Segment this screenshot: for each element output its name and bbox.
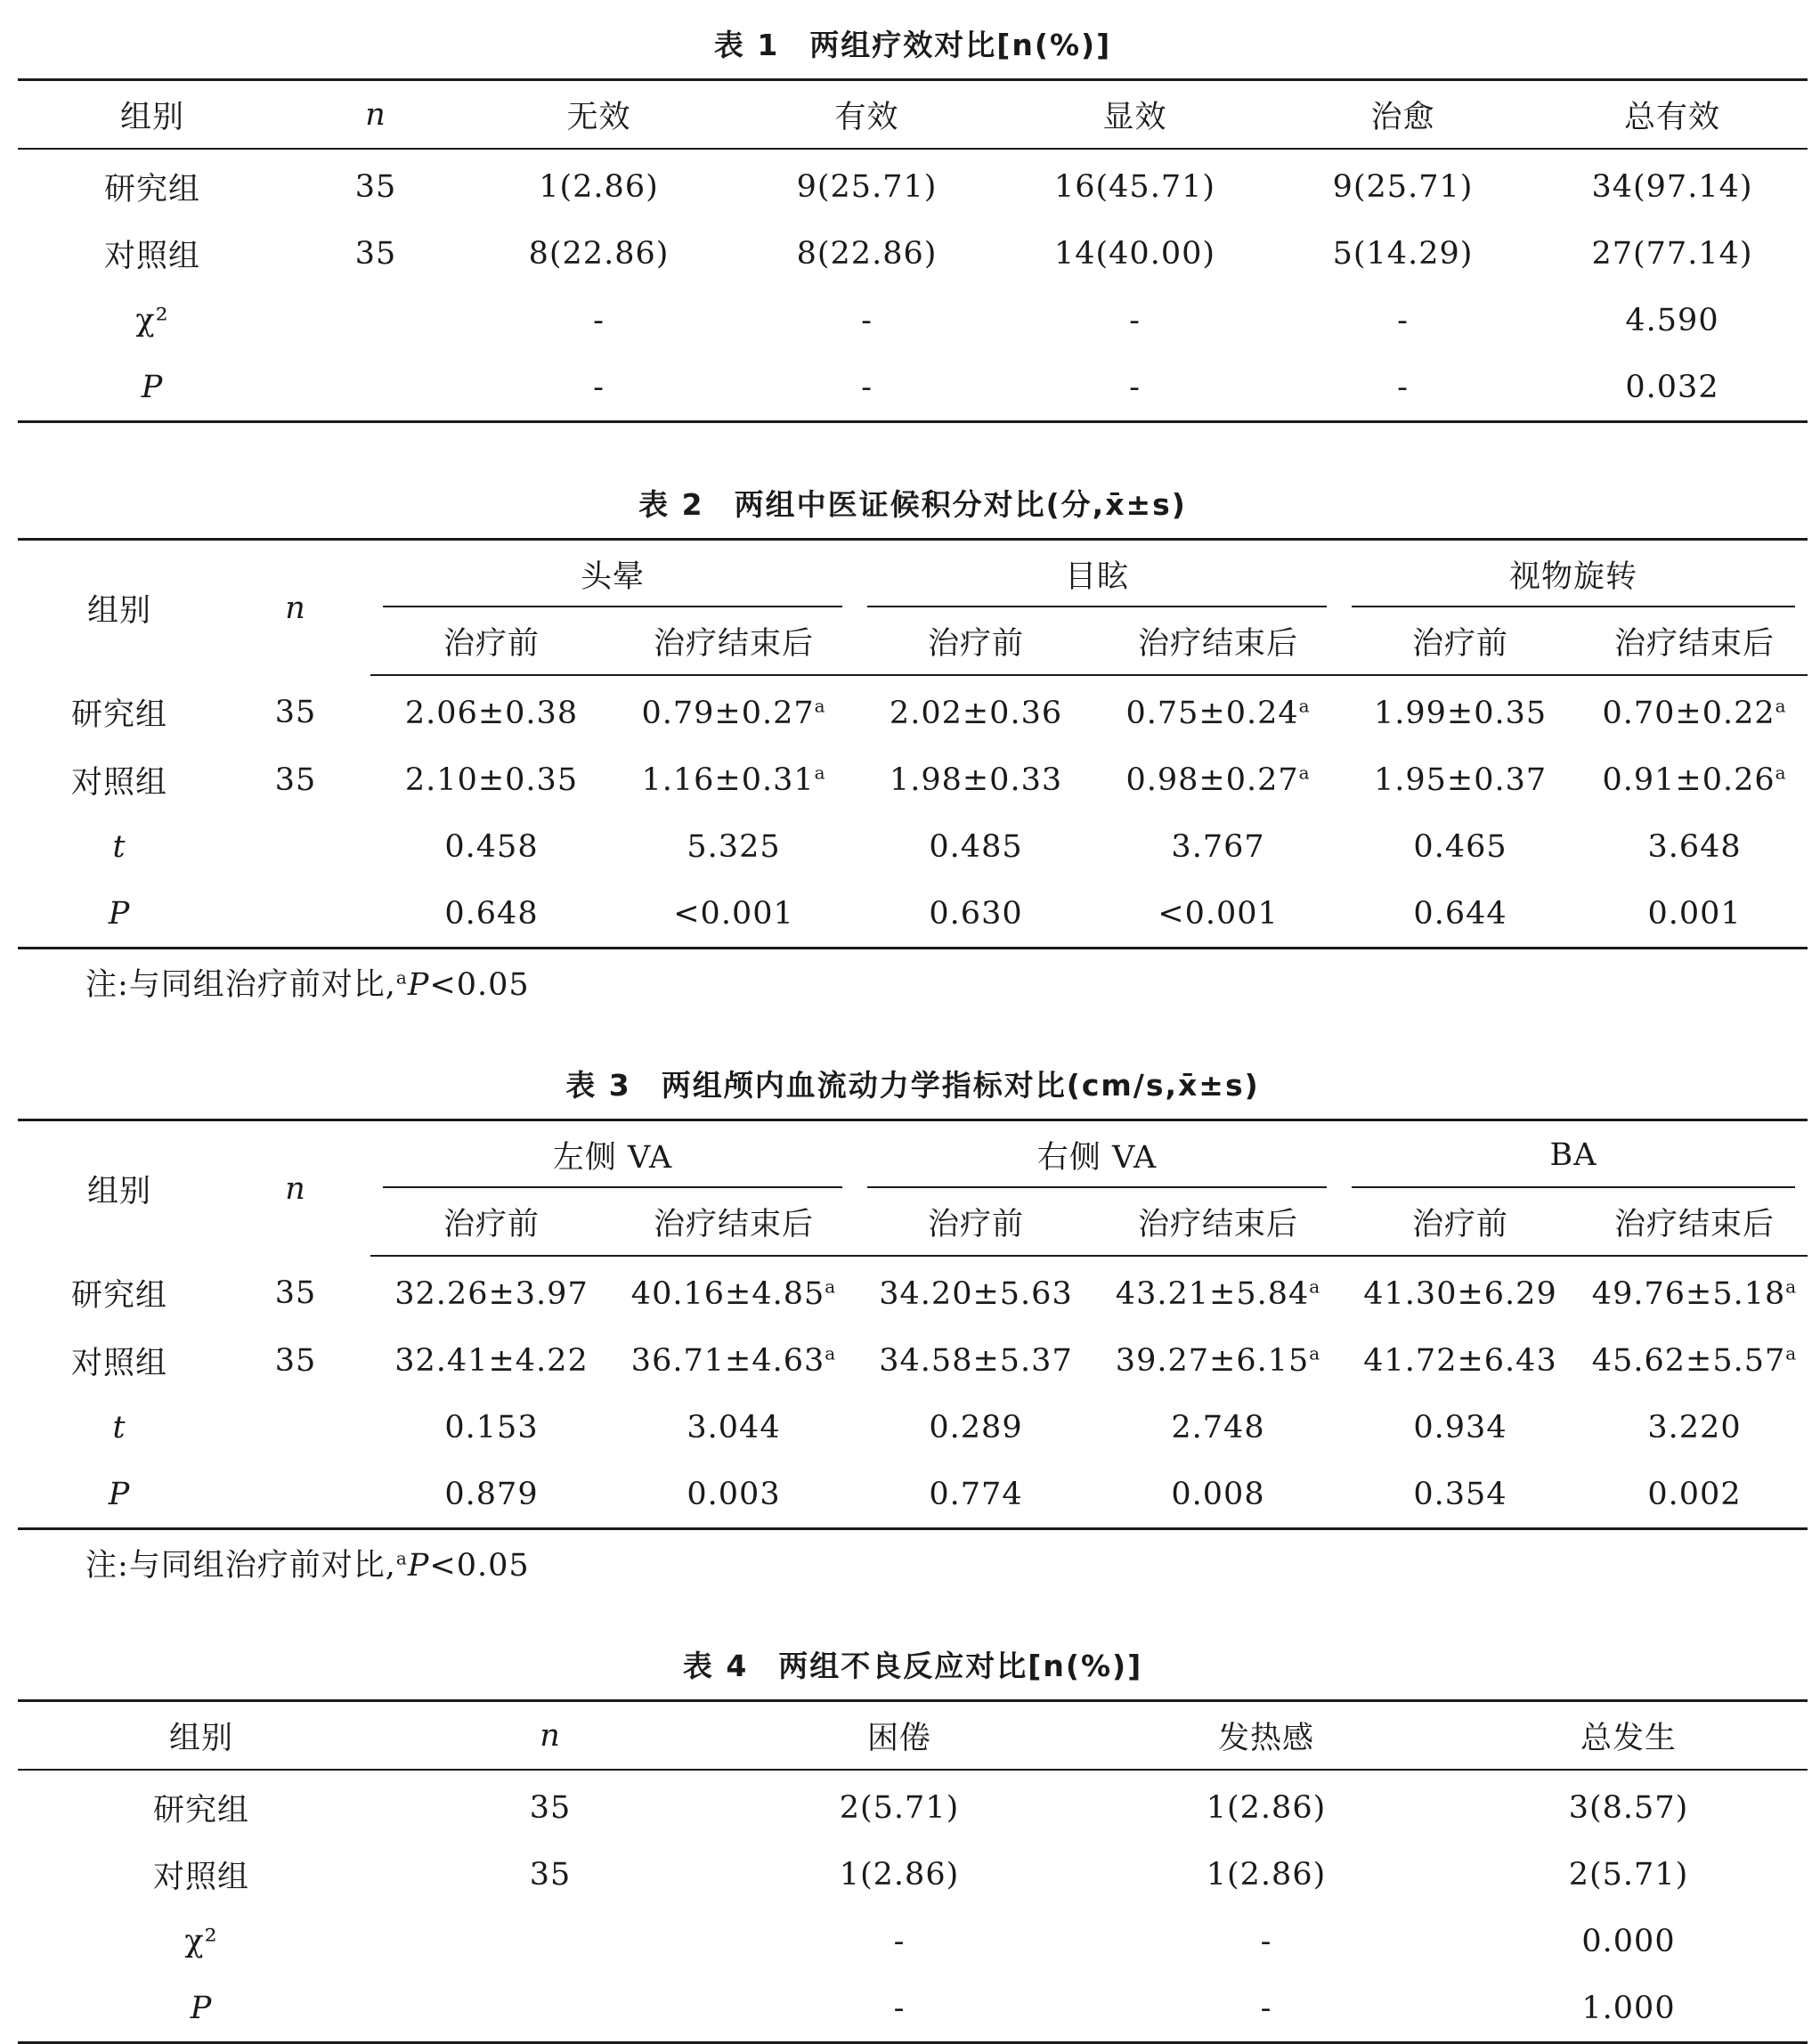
table-row	[18, 287, 1808, 354]
table-cell: 5.325	[687, 828, 781, 865]
table-cell: 0.630	[929, 895, 1023, 932]
table-cell: 对照组	[70, 1345, 167, 1381]
table2-sub-header: 治疗前	[1339, 607, 1581, 675]
table-cell: 1.98±0.33	[889, 761, 1063, 798]
table4	[18, 1699, 1808, 2044]
table1-caption	[18, 12, 1808, 78]
table-cell	[613, 1327, 855, 1394]
table3-header-n: n	[285, 1170, 306, 1207]
table4-block	[18, 1633, 1808, 2044]
table-cell: -	[1397, 369, 1409, 405]
table-cell: P	[141, 369, 164, 405]
table-cell	[1097, 1327, 1339, 1394]
table-cell: 0.153	[444, 1409, 539, 1445]
table-cell: -	[1260, 1923, 1272, 1959]
table-cell: 34(97.14)	[1591, 168, 1753, 205]
table-row	[18, 675, 1808, 746]
table4-caption	[18, 1633, 1808, 1699]
table-cell: 0.879	[444, 1476, 539, 1512]
table-row	[18, 1327, 1808, 1394]
table-cell: 0.934	[1413, 1409, 1507, 1445]
table-cell: 1.000	[1581, 1990, 1676, 2026]
table1-header-cell: 显效	[1001, 80, 1269, 150]
table-row	[18, 220, 1808, 287]
table-cell: 对照组	[103, 238, 200, 274]
table-cell: 3(8.57)	[1568, 1789, 1689, 1826]
superscript-mark: a	[825, 1341, 837, 1364]
table-row	[18, 1841, 1808, 1908]
table3-sub-header: 治疗前	[370, 1188, 613, 1256]
cell-value: 0.98±0.27	[1125, 761, 1299, 798]
table-cell: 研究组	[152, 1792, 249, 1828]
table-cell: t	[112, 1409, 126, 1445]
table-cell: P	[190, 1990, 213, 2026]
table3	[18, 1119, 1808, 1530]
table-cell	[221, 813, 370, 880]
table3-group-header: BA	[1339, 1120, 1808, 1189]
table3-note	[18, 1530, 1808, 1601]
table-cell: 研究组	[103, 171, 200, 208]
cell-value: 0.79±0.27	[641, 695, 815, 731]
cell-value: 49.76±5.18	[1591, 1275, 1786, 1312]
table-cell: 5(14.29)	[1332, 235, 1474, 272]
note-p: P	[407, 967, 430, 1003]
table-cell: 8(22.86)	[796, 235, 938, 272]
table2-caption	[18, 472, 1808, 538]
table-cell	[613, 675, 855, 746]
table3-group-header-row	[18, 1120, 1808, 1189]
table1-header-row	[18, 80, 1808, 150]
table-cell	[287, 354, 465, 422]
table-cell	[1581, 1327, 1808, 1394]
table4-header-row	[18, 1701, 1808, 1771]
table1-header-cell: 总有效	[1537, 80, 1808, 150]
table-cell	[221, 1461, 370, 1529]
cell-value: 1.16±0.31	[641, 761, 815, 798]
table-cell: 16(45.71)	[1053, 168, 1216, 205]
superscript-mark: a	[1785, 1274, 1798, 1297]
note-threshold: <0.05	[429, 1548, 530, 1584]
table1-block	[18, 12, 1808, 423]
table-cell: 2.10±0.35	[404, 761, 579, 798]
table-cell: 35	[354, 235, 397, 272]
table-cell: t	[112, 828, 126, 865]
table-row	[18, 1770, 1808, 1841]
superscript-mark: a	[825, 1274, 837, 1297]
table-cell: 35	[529, 1856, 572, 1893]
table-cell: 35	[274, 695, 317, 730]
cell-value: 43.21±5.84	[1115, 1275, 1310, 1312]
table2-block	[18, 472, 1808, 1021]
table-cell: -	[893, 1990, 906, 2026]
note-superscript: a	[395, 966, 408, 989]
superscript-mark: a	[814, 694, 826, 716]
table1-caption-number: 表 1	[713, 28, 780, 62]
table-cell: χ²	[184, 1923, 218, 1959]
table4-header-cell: n	[385, 1701, 716, 1771]
table3-sub-header: 治疗结束后	[1097, 1188, 1339, 1256]
table3-block	[18, 1053, 1808, 1601]
table2-caption-number: 表 2	[638, 487, 704, 522]
table-cell: 0.485	[929, 828, 1023, 865]
table2-header-n: n	[285, 590, 306, 626]
table-cell: 4.590	[1625, 302, 1719, 338]
table-cell: 研究组	[70, 1278, 167, 1314]
table-cell: 0.774	[929, 1476, 1023, 1512]
superscript-mark: a	[1298, 694, 1311, 716]
table4-header-cell: 困倦	[716, 1701, 1083, 1771]
table-cell: 9(25.71)	[796, 168, 938, 205]
table-row	[18, 1394, 1808, 1461]
table-cell: 3.044	[687, 1409, 781, 1445]
table-row	[18, 149, 1808, 220]
table3-caption-number: 表 3	[565, 1068, 631, 1103]
table-cell: 0.002	[1647, 1476, 1742, 1512]
table-cell: 32.26±3.97	[394, 1275, 589, 1312]
table-cell: -	[861, 302, 873, 338]
table-cell: 35	[274, 761, 317, 798]
table-cell: 对照组	[152, 1859, 249, 1895]
table-cell: 3.220	[1647, 1409, 1742, 1445]
note-text: 注:与同组治疗前对比,	[85, 1548, 396, 1584]
table-cell: 1(2.86)	[1206, 1856, 1327, 1893]
table-cell: 2.02±0.36	[889, 695, 1063, 731]
cell-value: 39.27±6.15	[1115, 1342, 1310, 1379]
table-cell: 2(5.71)	[839, 1789, 960, 1826]
table-cell: 0.032	[1625, 369, 1719, 405]
table-cell: 2(5.71)	[1568, 1856, 1689, 1893]
table-cell: 0.003	[687, 1476, 781, 1512]
table-cell	[1581, 746, 1808, 813]
note-p: P	[407, 1548, 430, 1584]
table3-group-header: 左侧 VA	[370, 1120, 855, 1189]
table-cell: 35	[274, 1275, 317, 1311]
table-cell: -	[861, 369, 873, 405]
note-threshold: <0.05	[429, 967, 530, 1003]
table-cell: 32.41±4.22	[394, 1342, 589, 1379]
table-cell	[1097, 746, 1339, 813]
table-cell: <0.001	[673, 895, 794, 932]
table-row	[18, 1461, 1808, 1529]
table3-caption	[18, 1053, 1808, 1119]
table1-header-cell: n	[287, 80, 465, 150]
table3-sub-header: 治疗前	[855, 1188, 1097, 1256]
table-cell: 1(2.86)	[539, 168, 659, 205]
table3-header-group: 组别	[86, 1173, 151, 1209]
table-cell: -	[1397, 302, 1409, 338]
cell-value: 0.75±0.24	[1125, 695, 1299, 731]
table2-group-header: 头晕	[370, 540, 855, 608]
table-cell	[1581, 675, 1808, 746]
table2-sub-header: 治疗结束后	[1097, 607, 1339, 675]
cell-value: 45.62±5.57	[1591, 1342, 1786, 1379]
table3-caption-text: 两组颅内血流动力学指标对比(cm/s,x̄±s)	[661, 1068, 1260, 1103]
table4-header-cell: 总发生	[1450, 1701, 1808, 1771]
table1-header-cell: 治愈	[1269, 80, 1537, 150]
table4-caption-number: 表 4	[682, 1649, 749, 1683]
table2-group-header: 目眩	[855, 540, 1339, 608]
table3-sub-header: 治疗结束后	[613, 1188, 855, 1256]
table-row	[18, 746, 1808, 813]
note-text: 注:与同组治疗前对比,	[85, 967, 396, 1003]
table-cell: 14(40.00)	[1053, 235, 1216, 272]
superscript-mark: a	[1309, 1341, 1321, 1364]
table2-sub-header: 治疗前	[370, 607, 613, 675]
superscript-mark: a	[1775, 761, 1787, 783]
table-cell: 35	[274, 1342, 317, 1379]
table-cell	[221, 1394, 370, 1461]
table1-header-cell: 无效	[465, 80, 733, 150]
table-cell: -	[1129, 369, 1141, 405]
table-cell	[287, 287, 465, 354]
table-cell: 34.20±5.63	[879, 1275, 1073, 1312]
table-cell: 1(2.86)	[839, 1856, 960, 1893]
table2-sub-header: 治疗结束后	[1581, 607, 1808, 675]
table-cell: 研究组	[70, 697, 167, 733]
table3-sub-header: 治疗结束后	[1581, 1188, 1808, 1256]
table-cell	[613, 1256, 855, 1327]
table-cell	[385, 1908, 716, 1975]
table-cell: 2.748	[1171, 1409, 1265, 1445]
table1	[18, 78, 1808, 423]
table-cell: 0.008	[1171, 1476, 1265, 1512]
table-cell: 0.289	[929, 1409, 1023, 1445]
table-cell: 0.648	[444, 895, 539, 932]
table2-group-header-row	[18, 540, 1808, 608]
table-cell: 0.458	[444, 828, 539, 865]
table-cell: -	[893, 1923, 906, 1959]
note-superscript: a	[395, 1547, 408, 1569]
table-cell: 1(2.86)	[1206, 1789, 1327, 1826]
table-cell: χ²	[135, 302, 169, 338]
table4-header-cell: 组别	[18, 1701, 385, 1771]
table1-caption-text: 两组疗效对比[n(%)]	[809, 28, 1112, 62]
table-cell: 41.72±6.43	[1363, 1342, 1557, 1379]
table-cell: 1.95±0.37	[1373, 761, 1548, 798]
table3-group-header: 右侧 VA	[855, 1120, 1339, 1189]
table-cell: 8(22.86)	[528, 235, 670, 272]
table-cell: 0.001	[1647, 895, 1742, 932]
table-cell	[1581, 1256, 1808, 1327]
table-cell: 9(25.71)	[1332, 168, 1474, 205]
table-cell: 3.648	[1647, 828, 1742, 865]
cell-value: 36.71±4.63	[630, 1342, 825, 1379]
table-cell: 对照组	[70, 764, 167, 801]
cell-value: 40.16±4.85	[630, 1275, 825, 1312]
table-cell: 41.30±6.29	[1363, 1275, 1557, 1312]
table-cell: 1.99±0.35	[1373, 695, 1548, 731]
table2	[18, 538, 1808, 949]
table-cell: 2.06±0.38	[404, 695, 579, 731]
superscript-mark: a	[1298, 761, 1311, 783]
superscript-mark: a	[1785, 1341, 1798, 1364]
table-cell	[613, 746, 855, 813]
table-cell: 35	[529, 1789, 572, 1826]
table-cell: 27(77.14)	[1591, 235, 1753, 272]
table-cell: P	[108, 895, 131, 932]
table-cell: -	[593, 369, 605, 405]
table-cell: -	[593, 302, 605, 338]
superscript-mark: a	[1775, 694, 1787, 716]
table-cell: -	[1260, 1990, 1272, 2026]
table-row	[18, 880, 1808, 949]
table-row	[18, 1256, 1808, 1327]
table-cell	[385, 1975, 716, 2043]
table3-sub-header: 治疗前	[1339, 1188, 1581, 1256]
table4-header-cell: 发热感	[1083, 1701, 1450, 1771]
table2-header-group: 组别	[86, 592, 151, 629]
table4-caption-text: 两组不良反应对比[n(%)]	[778, 1649, 1143, 1683]
table1-header-cell: 有效	[733, 80, 1001, 150]
table-cell: 0.354	[1413, 1476, 1507, 1512]
table-cell: 3.767	[1171, 828, 1265, 865]
table-cell	[1097, 675, 1339, 746]
table-row	[18, 1908, 1808, 1975]
table-cell: -	[1129, 302, 1141, 338]
superscript-mark: a	[814, 761, 826, 783]
table-cell: 34.58±5.37	[879, 1342, 1073, 1379]
table2-group-header: 视物旋转	[1339, 540, 1808, 608]
superscript-mark: a	[1309, 1274, 1321, 1297]
table-row	[18, 1975, 1808, 2043]
table-cell: 0.465	[1413, 828, 1507, 865]
table-cell	[221, 880, 370, 949]
table2-sub-header: 治疗前	[855, 607, 1097, 675]
table-cell: 0.644	[1413, 895, 1507, 932]
table-cell: 0.000	[1581, 1923, 1676, 1959]
table-row	[18, 813, 1808, 880]
table2-sub-header: 治疗结束后	[613, 607, 855, 675]
table2-note	[18, 949, 1808, 1021]
table-cell: 35	[354, 168, 397, 205]
cell-value: 0.91±0.26	[1602, 761, 1775, 798]
table-cell	[1097, 1256, 1339, 1327]
table2-caption-text: 两组中医证候积分对比(分,x̄±s)	[734, 487, 1187, 522]
table-cell: P	[108, 1476, 131, 1512]
table1-header-cell: 组别	[18, 80, 287, 150]
table-cell: <0.001	[1158, 895, 1279, 932]
cell-value: 0.70±0.22	[1602, 695, 1775, 731]
table-row	[18, 354, 1808, 422]
